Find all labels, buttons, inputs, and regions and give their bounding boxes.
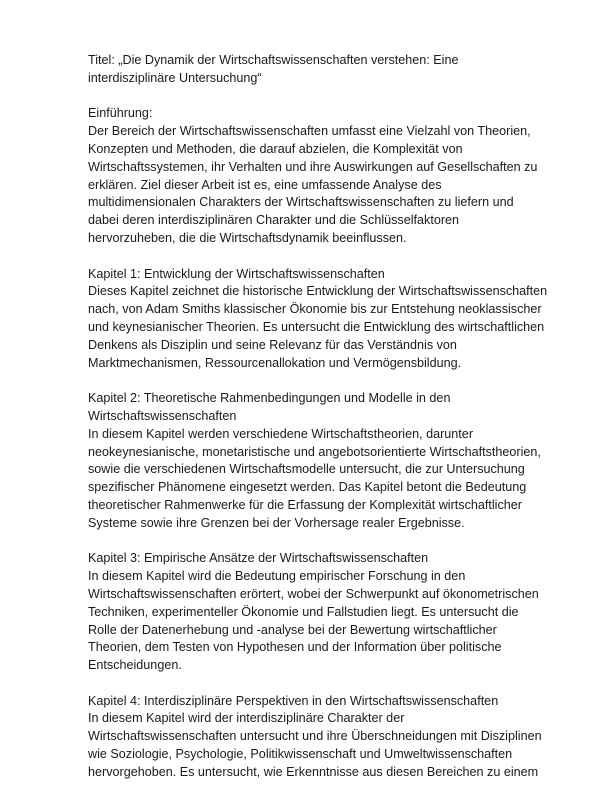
section-chapter-3 <box>88 550 570 675</box>
section-chapter-1 <box>88 266 570 373</box>
paragraph-line: Techniken, experimenteller Ökonomie und Fallstudien liegt. Es untersucht die <box>88 604 519 619</box>
paragraph-line: multidimensionalen Charakters der Wirtschaftswissenschaften zu liefern und <box>88 195 514 210</box>
paragraph-line: theoretischer Rahmenwerke für die Erfassung der Komplexität wirtschaftlicher <box>88 497 522 512</box>
paragraph-line: Dieses Kapitel zeichnet die historische Entwicklung der Wirtschaftswissenschaften <box>88 284 548 299</box>
paragraph-line: Wirtschaftssystemen, ihr Verhalten und ihre Auswirkungen auf Gesellschaften zu <box>88 159 538 174</box>
paragraph-line: Wirtschaftswissenschaften untersucht und ihre Überschneidungen mit Disziplinen <box>88 729 542 744</box>
section-heading: Kapitel 2: Theoretische Rahmenbedingungen und Modelle in den <box>88 391 451 406</box>
section-chapter-4 <box>88 693 570 782</box>
paragraph-line: Denkens als Disziplin und seine Relevanz für das Verständnis von <box>88 337 457 352</box>
paragraph-line: In diesem Kapitel wird der interdisziplinäre Charakter der <box>88 711 405 726</box>
section-heading: Kapitel 4: Interdisziplinäre Perspektiven in den Wirtschaftswissenschaften <box>88 693 499 708</box>
paragraph-line: Wirtschaftswissenschaften erörtert, wobei der Schwerpunkt auf ökonometrischen <box>88 586 539 601</box>
paragraph-line: hervorgehoben. Es untersucht, wie Erkenntnisse aus diesen Bereichen zu einem <box>88 764 539 779</box>
paragraph-line: Theorien, dem Testen von Hypothesen und der Information über politische <box>88 640 502 655</box>
section-heading: Einführung: <box>88 106 153 121</box>
paragraph-line: In diesem Kapitel werden verschiedene Wirtschaftstheorien, darunter <box>88 426 474 441</box>
paragraph-line: erklären. Ziel dieser Arbeit ist es, eine umfassende Analyse des <box>88 177 442 192</box>
paragraph-line: sowie die verschiedenen Wirtschaftsmodelle untersucht, die zur Untersuchung <box>88 462 525 477</box>
section-introduction <box>88 105 570 247</box>
section-heading: Kapitel 1: Entwicklung der Wirtschaftswissenschaften <box>88 266 385 281</box>
paragraph-line: nach, von Adam Smiths klassischer Ökonomie bis zur Entstehung neoklassischer <box>88 302 542 317</box>
title-line: Titel: „Die Dynamik der Wirtschaftswissenschaften verstehen: Eine <box>88 53 459 67</box>
paragraph-line: Marktmechanismen, Ressourcenallokation und Vermögensbildung. <box>88 355 462 370</box>
paragraph-line: In diesem Kapitel wird die Bedeutung empirischer Forschung in den <box>88 569 466 584</box>
paragraph-line: hervorzuheben, die die Wirtschaftsdynamik beeinflussen. <box>88 230 407 245</box>
paragraph-line: Der Bereich der Wirtschaftswissenschaften umfasst eine Vielzahl von Theorien, <box>88 124 531 139</box>
document-title <box>88 52 570 88</box>
title-line: interdisziplinäre Untersuchung“ <box>88 70 262 85</box>
paragraph-line: Konzepten und Methoden, die darauf abzielen, die Komplexität von <box>88 141 463 156</box>
paragraph-line: Systeme sowie ihre Grenzen bei der Vorhersage realer Ergebnisse. <box>88 515 465 530</box>
paragraph-line: Rolle der Datenerhebung und -analyse bei der Bewertung wirtschaftlicher <box>88 622 497 637</box>
paragraph-line: Entscheidungen. <box>88 658 182 673</box>
paragraph-line: wie Soziologie, Psychologie, Politikwissenschaft und Umweltwissenschaften <box>88 747 513 762</box>
section-heading: Wirtschaftswissenschaften <box>88 408 237 423</box>
paragraph-line: spezifischer Phänomene eingesetzt werden. Das Kapitel betont die Bedeutung <box>88 480 527 495</box>
paragraph-line: dabei deren interdisziplinären Charakter und die Schlüsselfaktoren <box>88 213 460 228</box>
section-heading: Kapitel 3: Empirische Ansätze der Wirtschaftswissenschaften <box>88 551 429 566</box>
section-chapter-2 <box>88 390 570 532</box>
paragraph-line: neokeynesianische, monetaristische und angebotsorientierte Wirtschaftstheorien, <box>88 444 541 459</box>
paragraph-line: und keynesianischer Theorien. Es untersucht die Entwicklung des wirtschaftlichen <box>88 319 545 334</box>
document-content <box>88 52 570 799</box>
